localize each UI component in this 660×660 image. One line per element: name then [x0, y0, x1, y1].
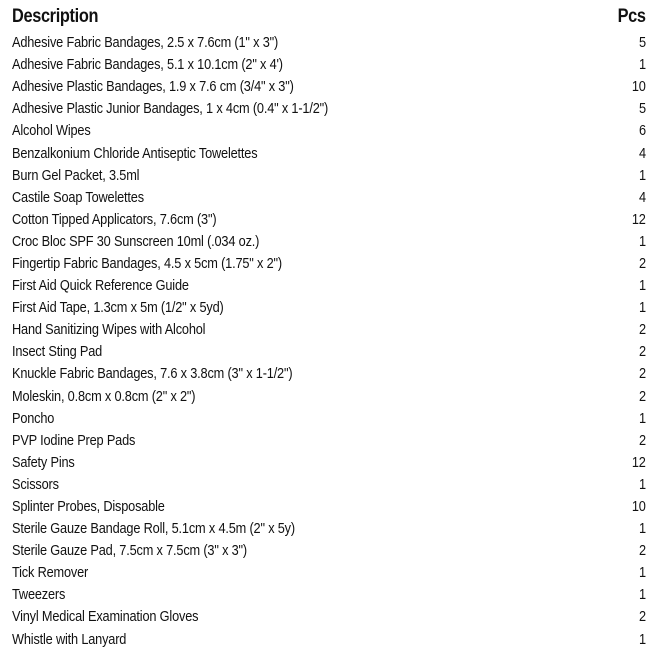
- item-quantity: 2: [639, 388, 646, 405]
- item-description: Adhesive Fabric Bandages, 5.1 x 10.1cm (2" x 4'): [12, 57, 283, 74]
- table-row: [12, 32, 646, 54]
- item-description: First Aid Tape, 1.3cm x 5m (1/2" x 5yd): [12, 300, 224, 317]
- table-row: [12, 209, 646, 231]
- table-row: [12, 275, 646, 297]
- item-quantity: 1: [639, 167, 646, 184]
- table-row: [12, 98, 646, 120]
- item-description: Safety Pins: [12, 454, 75, 471]
- item-quantity: 4: [639, 145, 646, 162]
- item-description: Splinter Probes, Disposable: [12, 499, 165, 516]
- table-row: [12, 231, 646, 253]
- item-quantity: 5: [639, 101, 646, 118]
- item-quantity: 1: [639, 410, 646, 427]
- item-description: First Aid Quick Reference Guide: [12, 278, 189, 295]
- item-quantity: 1: [639, 521, 646, 538]
- item-quantity: 2: [639, 543, 646, 560]
- table-row: [12, 430, 646, 452]
- item-quantity: 4: [639, 189, 646, 206]
- item-description: Vinyl Medical Examination Gloves: [12, 609, 199, 626]
- table-row: [12, 496, 646, 518]
- item-description: Benzalkonium Chloride Antiseptic Towelettes: [12, 145, 258, 162]
- item-description: Burn Gel Packet, 3.5ml: [12, 167, 140, 184]
- item-description: Moleskin, 0.8cm x 0.8cm (2" x 2"): [12, 388, 196, 405]
- contents-table: [12, 6, 646, 651]
- item-quantity: 2: [639, 344, 646, 361]
- item-description: Castile Soap Towelettes: [12, 189, 144, 206]
- table-row: [12, 606, 646, 628]
- item-quantity: 1: [639, 587, 646, 604]
- table-row: [12, 341, 646, 363]
- item-description: Tweezers: [12, 587, 66, 604]
- item-description: PVP Iodine Prep Pads: [12, 432, 136, 449]
- table-row: [12, 54, 646, 76]
- table-row: [12, 408, 646, 430]
- item-description: Tick Remover: [12, 565, 89, 582]
- item-description: Scissors: [12, 476, 59, 493]
- table-row: [12, 540, 646, 562]
- item-description: Adhesive Plastic Bandages, 1.9 x 7.6 cm (3/4" x 3"): [12, 79, 294, 96]
- item-list: [12, 32, 646, 651]
- item-quantity: 1: [639, 565, 646, 582]
- item-description: Cotton Tipped Applicators, 7.6cm (3"): [12, 211, 217, 228]
- table-row: [12, 562, 646, 584]
- item-quantity: 1: [639, 278, 646, 295]
- item-description: Fingertip Fabric Bandages, 4.5 x 5cm (1.75" x 2"): [12, 255, 282, 272]
- item-description: Insect Sting Pad: [12, 344, 103, 361]
- item-quantity: 1: [639, 300, 646, 317]
- item-description: Croc Bloc SPF 30 Sunscreen 10ml (.034 oz.): [12, 233, 260, 250]
- item-quantity: 2: [639, 366, 646, 383]
- item-quantity: 2: [639, 609, 646, 626]
- item-quantity: 10: [632, 79, 646, 96]
- item-description: Sterile Gauze Pad, 7.5cm x 7.5cm (3" x 3"): [12, 543, 247, 560]
- table-row: [12, 474, 646, 496]
- table-header: [12, 6, 646, 32]
- table-row: [12, 386, 646, 408]
- table-row: [12, 187, 646, 209]
- item-quantity: 2: [639, 432, 646, 449]
- item-description: Adhesive Fabric Bandages, 2.5 x 7.6cm (1" x 3"): [12, 35, 279, 52]
- item-quantity: 5: [639, 35, 646, 52]
- item-description: Knuckle Fabric Bandages, 7.6 x 3.8cm (3" x 1-1/2"): [12, 366, 293, 383]
- item-quantity: 2: [639, 322, 646, 339]
- item-description: Sterile Gauze Bandage Roll, 5.1cm x 4.5m (2" x 5y): [12, 521, 295, 538]
- table-row: [12, 297, 646, 319]
- table-row: [12, 319, 646, 341]
- item-quantity: 10: [632, 499, 646, 516]
- item-quantity: 1: [639, 233, 646, 250]
- table-row: [12, 584, 646, 606]
- item-description: Alcohol Wipes: [12, 123, 91, 140]
- pcs-column-header: Pcs: [617, 6, 646, 27]
- table-row: [12, 76, 646, 98]
- table-row: [12, 120, 646, 142]
- item-quantity: 1: [639, 476, 646, 493]
- table-row: [12, 629, 646, 651]
- item-quantity: 12: [632, 454, 646, 471]
- table-row: [12, 253, 646, 275]
- table-row: [12, 452, 646, 474]
- item-description: Whistle with Lanyard: [12, 631, 127, 648]
- table-row: [12, 363, 646, 385]
- item-description: Poncho: [12, 410, 55, 427]
- table-row: [12, 165, 646, 187]
- item-quantity: 2: [639, 255, 646, 272]
- item-quantity: 1: [639, 57, 646, 74]
- item-quantity: 6: [639, 123, 646, 140]
- item-description: Adhesive Plastic Junior Bandages, 1 x 4cm (0.4" x 1-1/2"): [12, 101, 329, 118]
- item-description: Hand Sanitizing Wipes with Alcohol: [12, 322, 206, 339]
- item-quantity: 1: [639, 631, 646, 648]
- table-row: [12, 518, 646, 540]
- item-quantity: 12: [632, 211, 646, 228]
- description-column-header: Description: [12, 6, 99, 27]
- table-row: [12, 142, 646, 164]
